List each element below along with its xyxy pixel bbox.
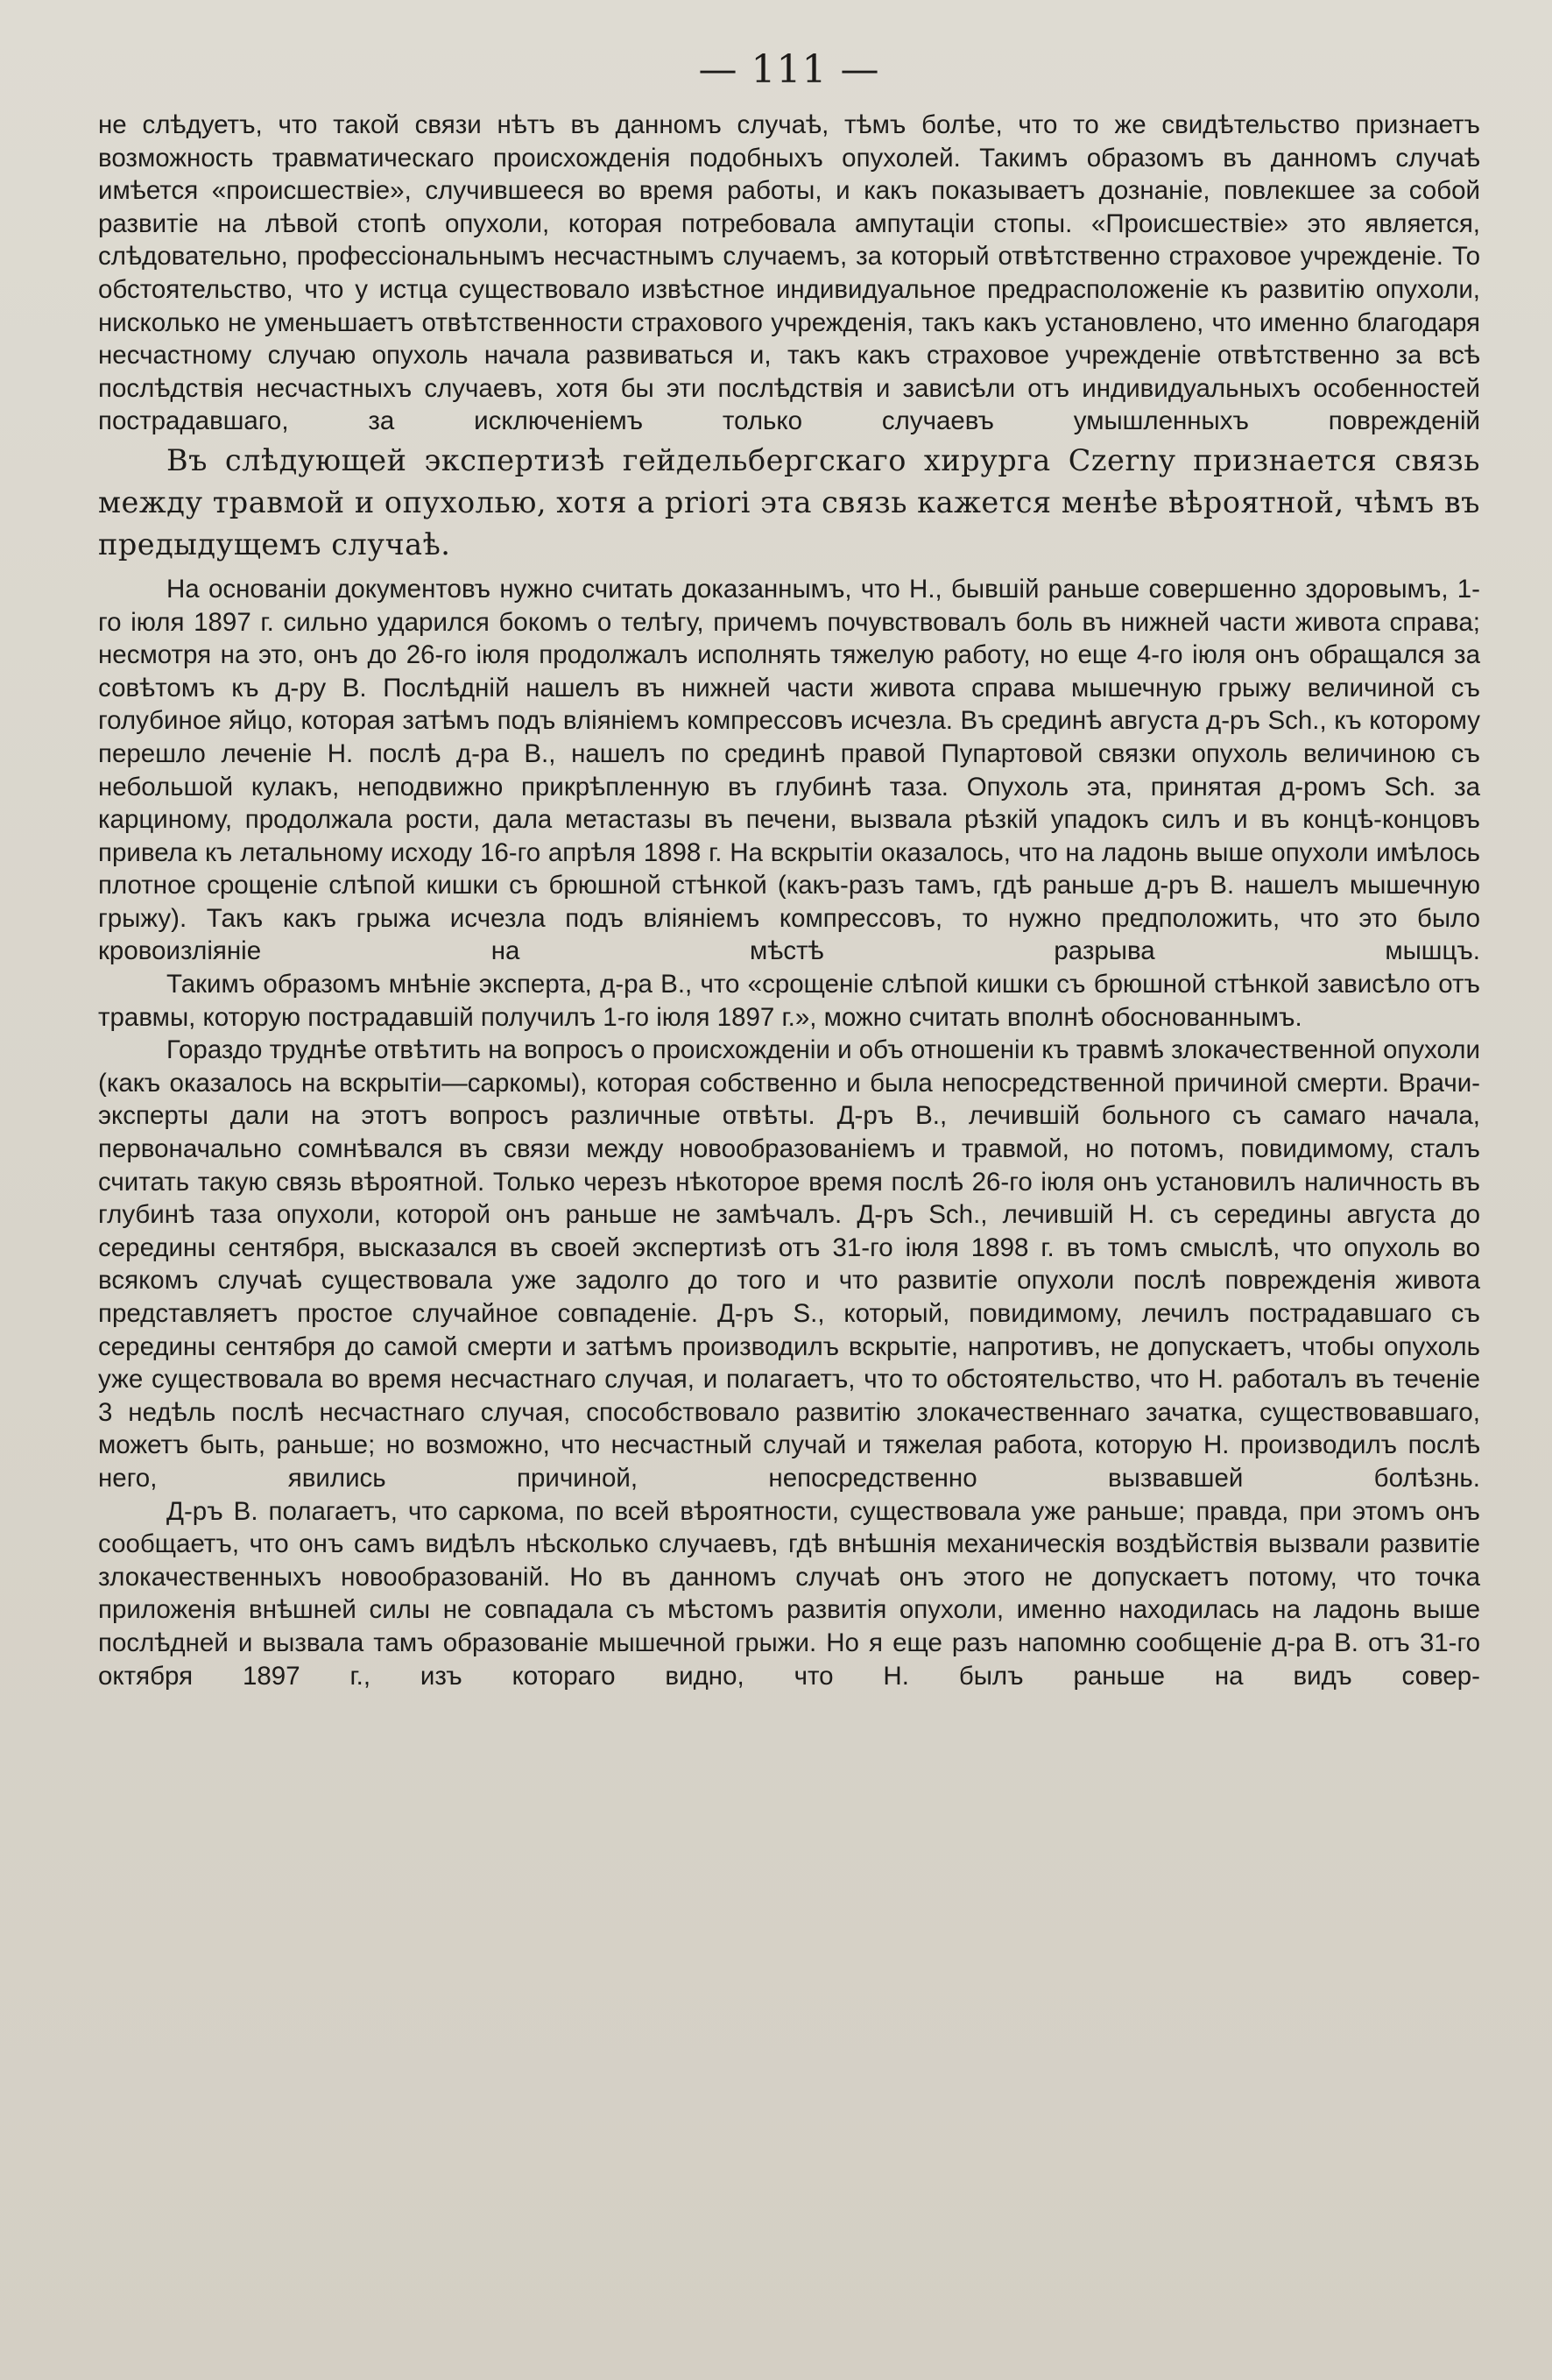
section-intro: Въ слѣдующей экспертизѣ гейдельбергскаго хирурга Czerny признается связь между травмой и опухолью, хотя a priori эта связь кажется менѣе вѣроятной, чѣмъ въ предыдущемъ случаѣ. [98,442,1480,561]
page-number: — 111 — [698,47,880,92]
paragraph-tumor-origin: Гораздо труднѣе отвѣтить на вопросъ о происхожденіи и объ отношеніи къ травмѣ злокачественной опухоли (какъ оказалось на вскрытіи—саркомы), которая собственно и была непосредственной причиной смерти. Врачи-эксперты дали на этотъ вопросъ различные отвѣты. Д-ръ В., лечившій больного съ самаго начала, первоначально сомнѣвался въ связи между новообразованіемъ и травмой, но потомъ, повидимому, сталъ считать такую связь вѣроятной. Только черезъ нѣкоторое время послѣ 26-го іюля онъ установилъ наличность въ глубинѣ таза опухоли, которой онъ раньше не замѣчалъ. Д-ръ Sch., лечившій Н. съ середины августа до середины сентября, высказался въ своей экспертизѣ отъ 31-го іюля 1898 г. въ томъ смыслѣ, что опухоль во всякомъ случаѣ существовала уже задолго до того и что развитіе опухоли послѣ поврежденія живота представляетъ простое случайное совпаденіе. Д-ръ S., который, повидимому, лечилъ пострадавшаго съ середины сентября до самой смерти и затѣмъ производилъ вскрытіе, напротивъ, не допускаетъ, чтобы опухоль уже существовала во время несчастнаго случая, и полагаетъ, что то обстоятельство, что Н. работалъ въ теченіе 3 недѣль послѣ несчастнаго случая, способствовало развитію злокачественнаго зачатка, существовавшаго, можетъ быть, раньше; но возможно, что несчастный случай и тяжелая работа, которую Н. производилъ послѣ него, явились причиной, непосредственно вызвавшей болѣзнь. [98,1035,1480,1493]
paragraph-case-history: На основаніи документовъ нужно считать доказаннымъ, что Н., бывшій раньше совершенно здоровымъ, 1-го іюля 1897 г. сильно ударился бокомъ о телѣгу, причемъ почувствовалъ боль въ нижней части живота справа; несмотря на это, онъ до 26-го іюля продолжалъ исполнять тяжелую работу, но еще 4-го іюля онъ обращался за совѣтомъ къ д-ру В. Послѣдній нашелъ въ нижней части живота справа мышечную грыжу величиной съ голубиное яйцо, которая затѣмъ подъ вліяніемъ компрессовъ исчезла. Въ срединѣ августа д-ръ Sch., къ которому перешло леченіе Н. послѣ д-ра В., нашелъ по срединѣ правой Пупартовой связки опухоль величиною съ небольшой кулакъ, неподвижно прикрѣпленную въ глубинѣ таза. Опухоль эта, принятая д-ромъ Sch. за карциному, продолжала рости, дала метастазы въ печени, вызвала рѣзкій упадокъ силъ и въ концѣ-концовъ привела къ летальному исходу 16-го апрѣля 1898 г. На вскрытіи оказалось, что на ладонь выше опухоли имѣлось плотное срощеніе слѣпой кишки съ брюшной стѣнкой (какъ-разъ тамъ, гдѣ раньше д-ръ В. нашелъ мышечную грыжу). Такъ какъ грыжа исчезла подъ вліяніемъ компрессовъ, то нужно предположить, что это было кровоизліяніе на мѣстѣ разрыва мышцъ. [98,574,1480,966]
paragraph-continuation: не слѣдуетъ, что такой связи нѣтъ въ данномъ случаѣ, тѣмъ болѣе, что то же свидѣтельство признаетъ возможность травматическаго происхожденія подобныхъ опухолей. Такимъ образомъ въ данномъ случаѣ имѣется «происшествіе», случившееся во время работы, и какъ показываетъ дознаніе, повлекшее за собой развитіе на лѣвой стопѣ опухоли, которая потребовала ампутаціи стопы. «Происшествіе» это является, слѣдовательно, профессіональнымъ несчастнымъ случаемъ, за который отвѣтственно страховое учрежденіе. То обстоятельство, что у истца существовало извѣстное индивидуальное предрасположеніе къ развитію опухоли, нисколько не уменьшаетъ отвѣтственности страхового учрежденія, такъ какъ установлено, что именно благодаря несчастному случаю опухоль начала развиваться и, такъ какъ страховое учрежденіе отвѣтственно за всѣ послѣдствія несчастныхъ случаевъ, хотя бы эти послѣдствія и зависѣли отъ индивидуальныхъ особенностей пострадавшаго, за исключеніемъ только случаевъ умышленныхъ поврежденій [98,110,1480,436]
page-text [98,109,1480,1692]
paragraph-sarcoma: Д-ръ В. полагаетъ, что саркома, по всей вѣроятности, существовала уже раньше; правда, при этомъ онъ сообщаетъ, что онъ самъ видѣлъ нѣсколько случаевъ, гдѣ внѣшнія механическія воздѣйствія вызвали развитіе злокачественныхъ новообразованій. Но въ данномъ случаѣ онъ этого не допускаетъ потому, что точка приложенія внѣшней силы не совпадала съ мѣстомъ развитія опухоли, именно находилась на ладонь выше послѣдней и вызвала тамъ образованіе мышечной грыжи. Но я еще разъ напомню сообщеніе д-ра В. отъ 31-го октября 1897 г., изъ котораго видно, что Н. былъ раньше на видъ совер- [98,1496,1480,1691]
paragraph-expert-opinion: Такимъ образомъ мнѣніе эксперта, д-ра В., что «срощеніе слѣпой кишки съ брюшной стѣнкой зависѣло отъ травмы, которую пострадавшій получилъ 1-го іюля 1897 г.», можно считать вполнѣ обоснованнымъ. [98,970,1480,1032]
